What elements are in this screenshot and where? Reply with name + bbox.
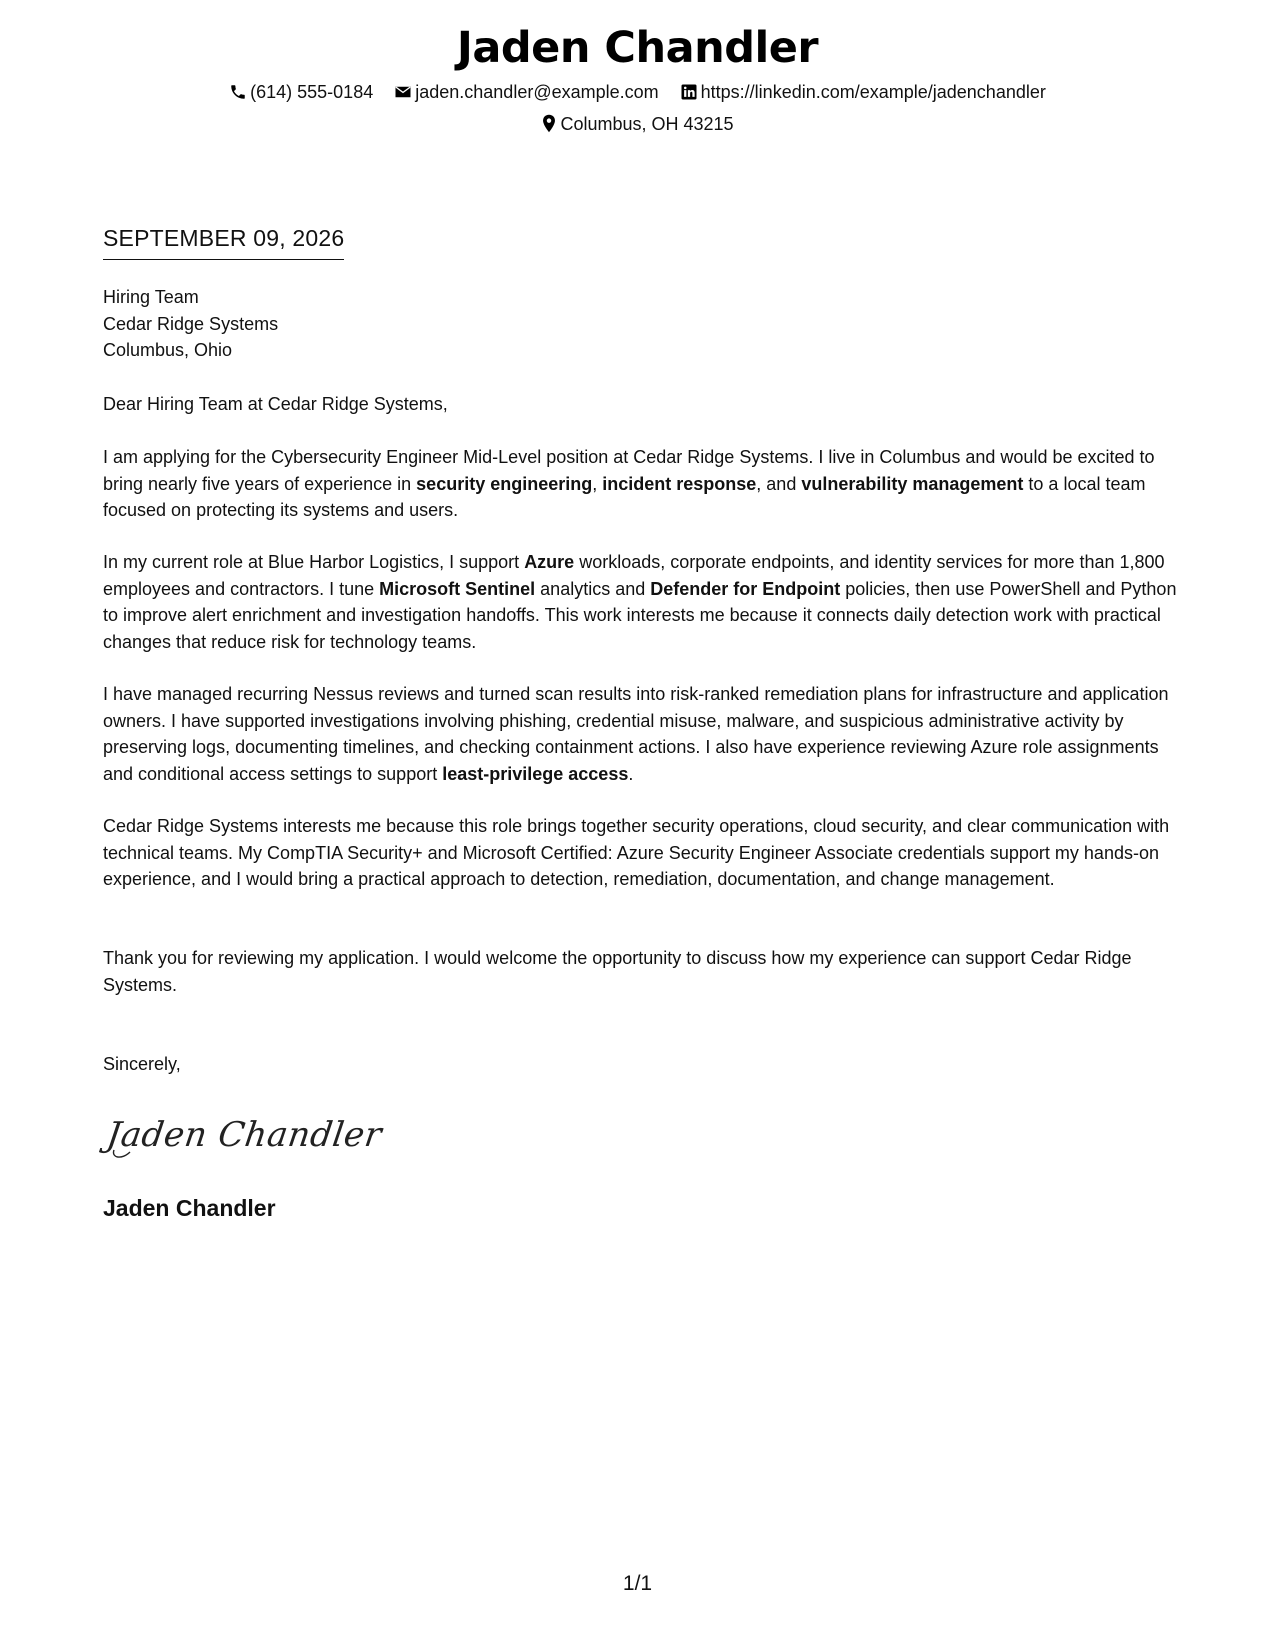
- location-row: [0, 111, 1275, 137]
- recipient-line: Cedar Ridge Systems: [103, 313, 279, 334]
- location-text: Columbus, OH 43215: [560, 114, 734, 134]
- recipient-line: Hiring Team: [103, 287, 199, 307]
- signature-glyphs: Jaden Chandler: [104, 1115, 385, 1155]
- handwritten-signature: [104, 1100, 385, 1171]
- emphasis-text: Defender for Endpoint: [650, 578, 841, 599]
- emphasis-text: incident response: [602, 473, 757, 494]
- salutation: Dear Hiring Team at Cedar Ridge Systems,: [103, 394, 448, 414]
- paragraph-intro: [103, 444, 1183, 524]
- paragraph-current-role: [103, 549, 1183, 655]
- paragraph-interest: Cedar Ridge Systems interests me because this role brings together security operations, cloud security, and clear communication with technical teams. My CompTIA Security+ and Microsoft Certified: Azure Security Engineer Associate credentials support my hands-on experience, and I would bring a practical approach to detection, remediation, documentation, and change management.: [103, 816, 1170, 889]
- linkedin-url: https://linkedin.com/example/jadenchandler: [700, 82, 1046, 102]
- paragraph-text: workloads, corporate endpoints, and identity services for more than 1,800 employees and contractors. I tune: [103, 552, 1165, 599]
- emphasis-text: least-privilege access: [442, 763, 629, 784]
- contact-info-row: [0, 79, 1275, 105]
- paragraph-experience: [103, 681, 1183, 787]
- paragraph-text: I have managed recurring Nessus reviews and turned scan results into risk-ranked remediation plans for infrastructure and application owners. I have supported investigations involving phishing, credential misuse, malware, and suspicious administrative activity by preserving logs, documenting timelines, and checking containment actions. I also have experience reviewing Azure role assignments and conditional access settings to support: [103, 684, 1169, 784]
- paragraph-text: analytics and: [535, 578, 651, 599]
- closing-line: Sincerely,: [103, 1054, 181, 1074]
- applicant-name: Jaden Chandler: [456, 23, 819, 73]
- paragraph-text: to a local team focused on protecting its systems and users.: [103, 473, 1146, 520]
- emphasis-text: Azure: [524, 552, 575, 572]
- phone-number: (614) 555-0184: [250, 82, 374, 102]
- letter-date: SEPTEMBER 09, 2026: [103, 223, 344, 260]
- recipient-line: Columbus, Ohio: [103, 340, 233, 360]
- envelope-icon: [394, 83, 412, 101]
- paragraph-thanks: Thank you for reviewing my application. I would welcome the opportunity to discuss how my experience can support Cedar Ridge Systems.: [103, 948, 1132, 995]
- signer-name: Jaden Chandler: [103, 1195, 276, 1221]
- recipient-address: [103, 284, 278, 364]
- page-number: 1/1: [622, 1572, 653, 1595]
- paragraph-text: I am applying for the Cybersecurity Engineer Mid-Level position at Cedar Ridge Systems. I live in Columbus and would be excited to bring nearly five years of experience in: [103, 447, 1155, 494]
- linkedin-icon: [680, 83, 698, 101]
- paragraph-text: , and: [756, 473, 802, 494]
- paragraph-text: .: [628, 763, 634, 784]
- location-contact: [541, 111, 733, 137]
- phone-contact: [229, 79, 373, 105]
- emphasis-text: Microsoft Sentinel: [379, 578, 536, 599]
- phone-icon: [229, 83, 247, 101]
- emphasis-text: vulnerability management: [801, 473, 1024, 494]
- paragraph-text: In my current role at Blue Harbor Logistics, I support: [103, 552, 525, 572]
- paragraph-text: policies, then use PowerShell and Python to improve alert enrichment and investigation handoffs. This work interests me because it connects daily detection work with practical changes that reduce risk for technology teams.: [103, 578, 1177, 652]
- linkedin-contact: [680, 79, 1046, 105]
- map-pin-icon: [541, 114, 557, 133]
- email-contact: [394, 79, 658, 105]
- email-address: jaden.chandler@example.com: [415, 82, 659, 102]
- paragraph-text: ,: [592, 473, 603, 494]
- emphasis-text: security engineering: [416, 473, 593, 494]
